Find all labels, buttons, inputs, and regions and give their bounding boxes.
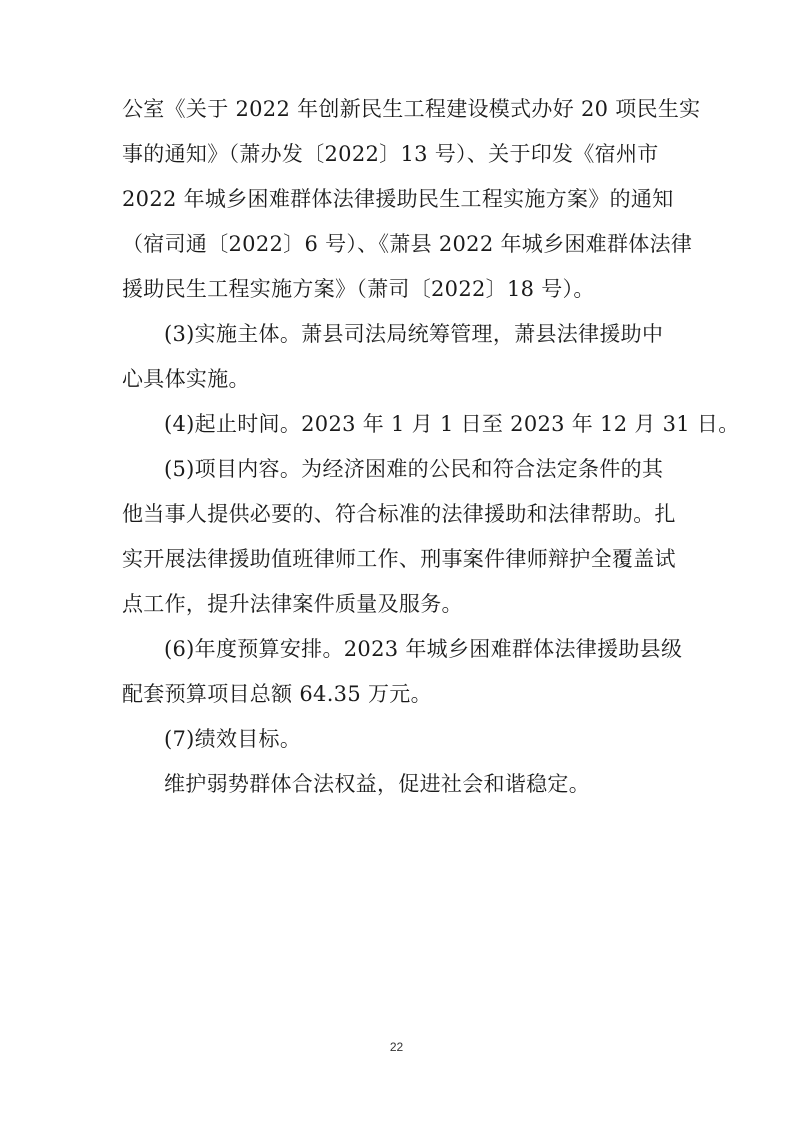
text-line-2: 事的通知》（萧办发〔2022〕13 号）、关于印发《宿州市 <box>122 142 659 166</box>
text-line-11: 实开展法律援助值班律师工作、刑事案件律师辩护全覆盖试 <box>122 547 676 571</box>
section-budget-heading: (6)年度预算安排。2023 年城乡困难群体法律援助县级 <box>164 637 683 661</box>
text-line-7: 心具体实施。 <box>122 367 250 391</box>
text-line-12: 点工作，提升法律案件质量及服务。 <box>122 592 463 616</box>
section-content-heading: (5)项目内容。为经济困难的公民和符合法定条件的其 <box>164 457 664 481</box>
page-number: 22 <box>389 1040 404 1054</box>
text-line-4: （宿司通〔2022〕6 号）、《萧县 2022 年城乡困难群体法律 <box>122 232 693 256</box>
text-line-10: 他当事人提供必要的、符合标准的法律援助和法律帮助。扎 <box>122 502 676 526</box>
section-period-heading: (4)起止时间。2023 年 1 月 1 日至 2023 年 12 月 31 日。 <box>164 412 740 436</box>
text-line-16: 维护弱势群体合法权益，促进社会和谐稳定。 <box>164 772 590 796</box>
text-line-14: 配套预算项目总额 64.35 万元。 <box>122 682 432 706</box>
section-implementer-heading: (3)实施主体。萧县司法局统筹管理，萧县法律援助中 <box>164 322 664 346</box>
section-goals-heading: (7)绩效目标。 <box>164 727 302 751</box>
text-line-1: 公室《关于 2022 年创新民生工程建设模式办好 20 项民生实 <box>122 97 701 121</box>
text-line-3: 2022 年城乡困难群体法律援助民生工程实施方案》的通知 <box>122 187 674 211</box>
text-line-5: 援助民生工程实施方案》（萧司〔2022〕18 号）。 <box>122 277 595 301</box>
